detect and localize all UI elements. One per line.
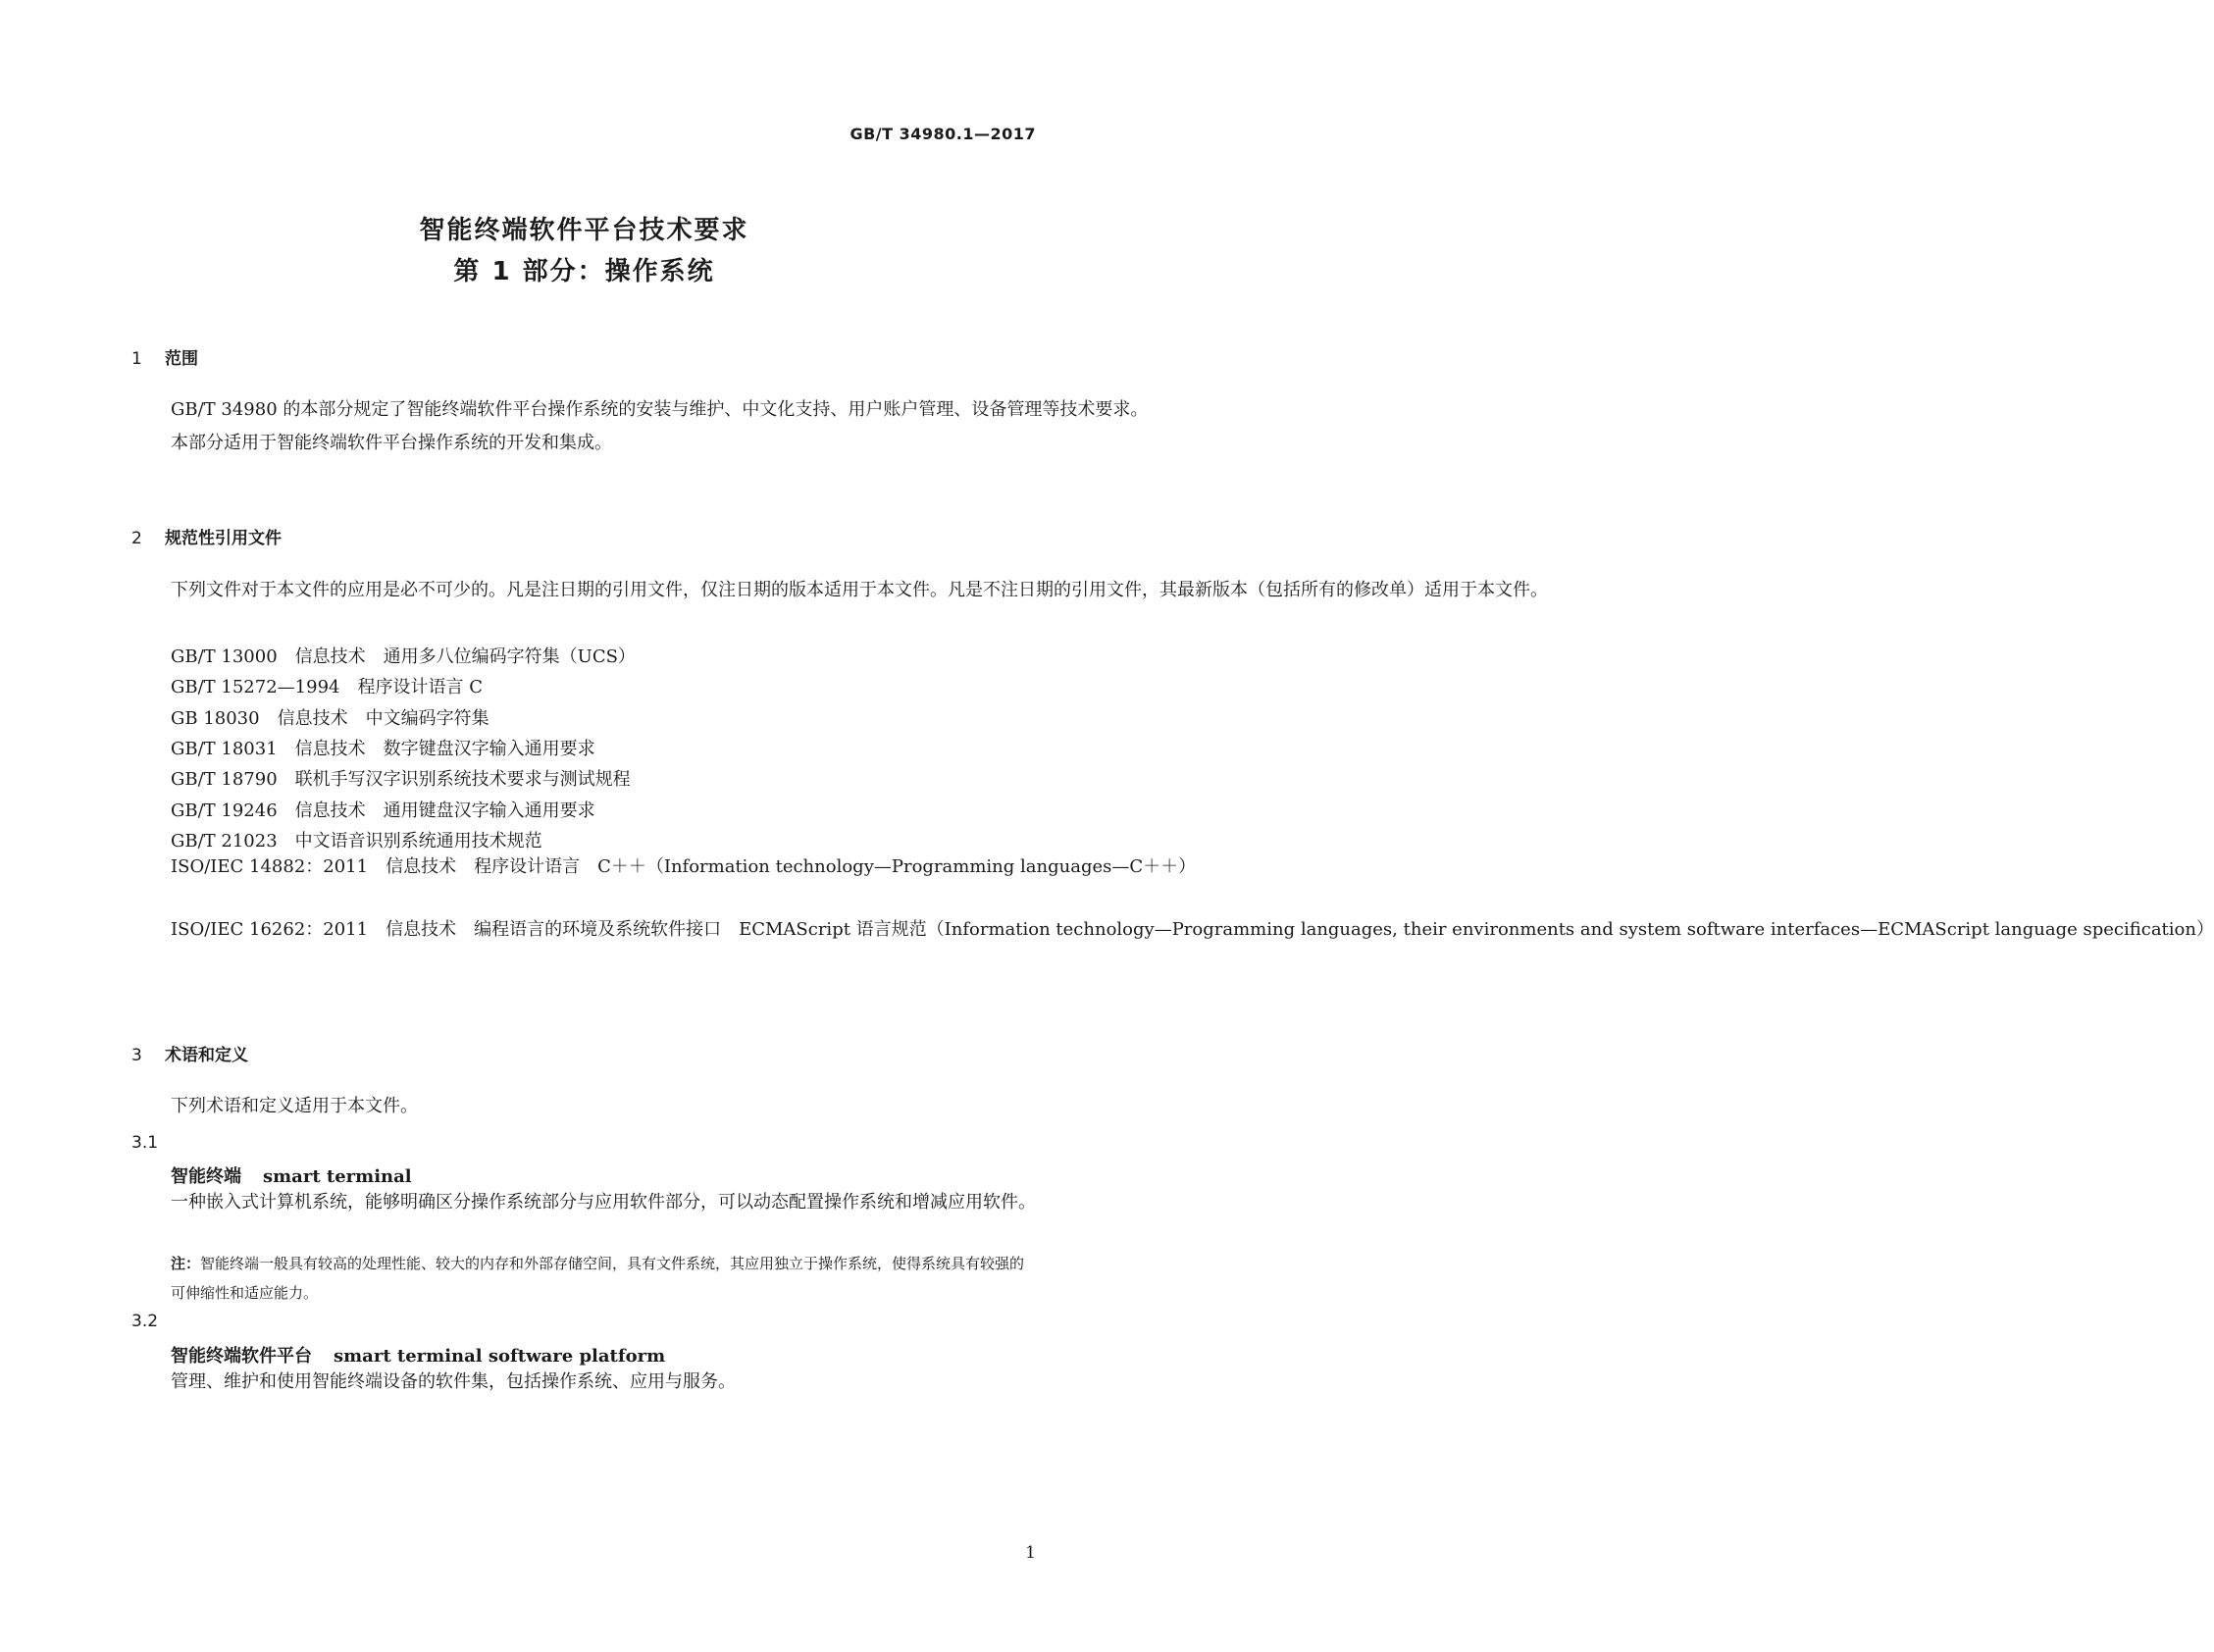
- paragraph: ISO/IEC 16262：2011 信息技术 编程语言的环境及系统软件接口 ECMAScript 语言规范（Information technology—Programming languages, their environments and system software interfaces—ECMAScript language specification）: [171, 919, 2214, 940]
- term-en: smart terminal software platform: [334, 1346, 666, 1367]
- term-definition: [131, 1186, 1036, 1219]
- reference-item: GB/T 21023 中文语音识别系统通用技术规范: [171, 831, 542, 852]
- standard-number: GB/T 34980.1—2017: [850, 125, 1036, 143]
- terms-intro: [131, 1090, 1036, 1123]
- section-title: 术语和定义: [165, 1046, 248, 1065]
- page-number: 1: [1025, 1543, 1036, 1563]
- term-en: smart terminal: [263, 1166, 412, 1187]
- paragraph: 下列术语和定义适用于本文件。: [171, 1096, 418, 1116]
- scope-text: [131, 393, 1149, 460]
- section-title: 范围: [165, 349, 198, 369]
- reference-item: GB/T 18031 信息技术 数字键盘汉字输入通用要求: [171, 739, 595, 759]
- reference-item: GB/T 18790 联机手写汉字识别系统技术要求与测试规程: [171, 769, 631, 790]
- paragraph: GB/T 34980 的本部分规定了智能终端软件平台操作系统的安装与维护、中文化支持、用户账户管理、设备管理等技术要求。: [171, 399, 1149, 420]
- term-heading: [171, 1162, 412, 1188]
- reference-item: GB/T 15272—1994 程序设计语言 C: [171, 677, 483, 697]
- reference-item: GB/T 13000 信息技术 通用多八位编码字符集（UCS）: [171, 646, 636, 667]
- section-number: 1: [131, 349, 142, 369]
- term-definition: [131, 1366, 1036, 1399]
- term-zh: 智能终端: [171, 1166, 241, 1187]
- reference-item: GB/T 19246 信息技术 通用键盘汉字输入通用要求: [171, 800, 595, 821]
- clause-number: 3.1: [131, 1133, 159, 1153]
- reference-item: GB 18030 信息技术 中文编码字符集: [171, 708, 489, 729]
- reference-item-long: [131, 914, 2214, 945]
- term-zh: 智能终端软件平台: [171, 1346, 312, 1367]
- section-heading-terms: [131, 1041, 248, 1065]
- section-heading-scope: [131, 344, 198, 369]
- section-number: 3: [131, 1046, 142, 1065]
- document-title: 智能终端软件平台技术要求: [419, 216, 749, 245]
- clause-number: 3.2: [131, 1312, 159, 1331]
- term-heading: [171, 1342, 665, 1368]
- paragraph: ISO/IEC 14882：2011 信息技术 程序设计语言 C＋＋（Information technology—Programming languages—C＋＋）: [171, 856, 1197, 877]
- paragraph: 下列文件对于本文件的应用是必不可少的。凡是注日期的引用文件，仅注日期的版本适用于本文件。凡是不注日期的引用文件，其最新版本（包括所有的修改单）适用于本文件。: [171, 580, 1548, 600]
- section-title: 规范性引用文件: [165, 529, 282, 548]
- paragraph: 一种嵌入式计算机系统，能够明确区分操作系统部分与应用软件部分，可以动态配置操作系统和增减应用软件。: [171, 1192, 1036, 1213]
- section-number: 2: [131, 529, 142, 548]
- note-text: 智能终端一般具有较高的处理性能、较大的内存和外部存储空间，具有文件系统，其应用独立于操作系统，使得系统具有较强的可伸缩性和适应能力。: [171, 1255, 1025, 1302]
- references-intro: [131, 574, 1548, 607]
- paragraph: 管理、维护和使用智能终端设备的软件集，包括操作系统、应用与服务。: [171, 1371, 736, 1392]
- document-subtitle: 第 1 部分：操作系统: [453, 257, 715, 286]
- section-heading-normative-references: [131, 524, 282, 548]
- paragraph: 本部分适用于智能终端软件平台操作系统的开发和集成。: [171, 433, 612, 453]
- term-note: [171, 1249, 1034, 1308]
- reference-item-long: [131, 852, 1197, 882]
- note-label: 注：: [171, 1255, 201, 1272]
